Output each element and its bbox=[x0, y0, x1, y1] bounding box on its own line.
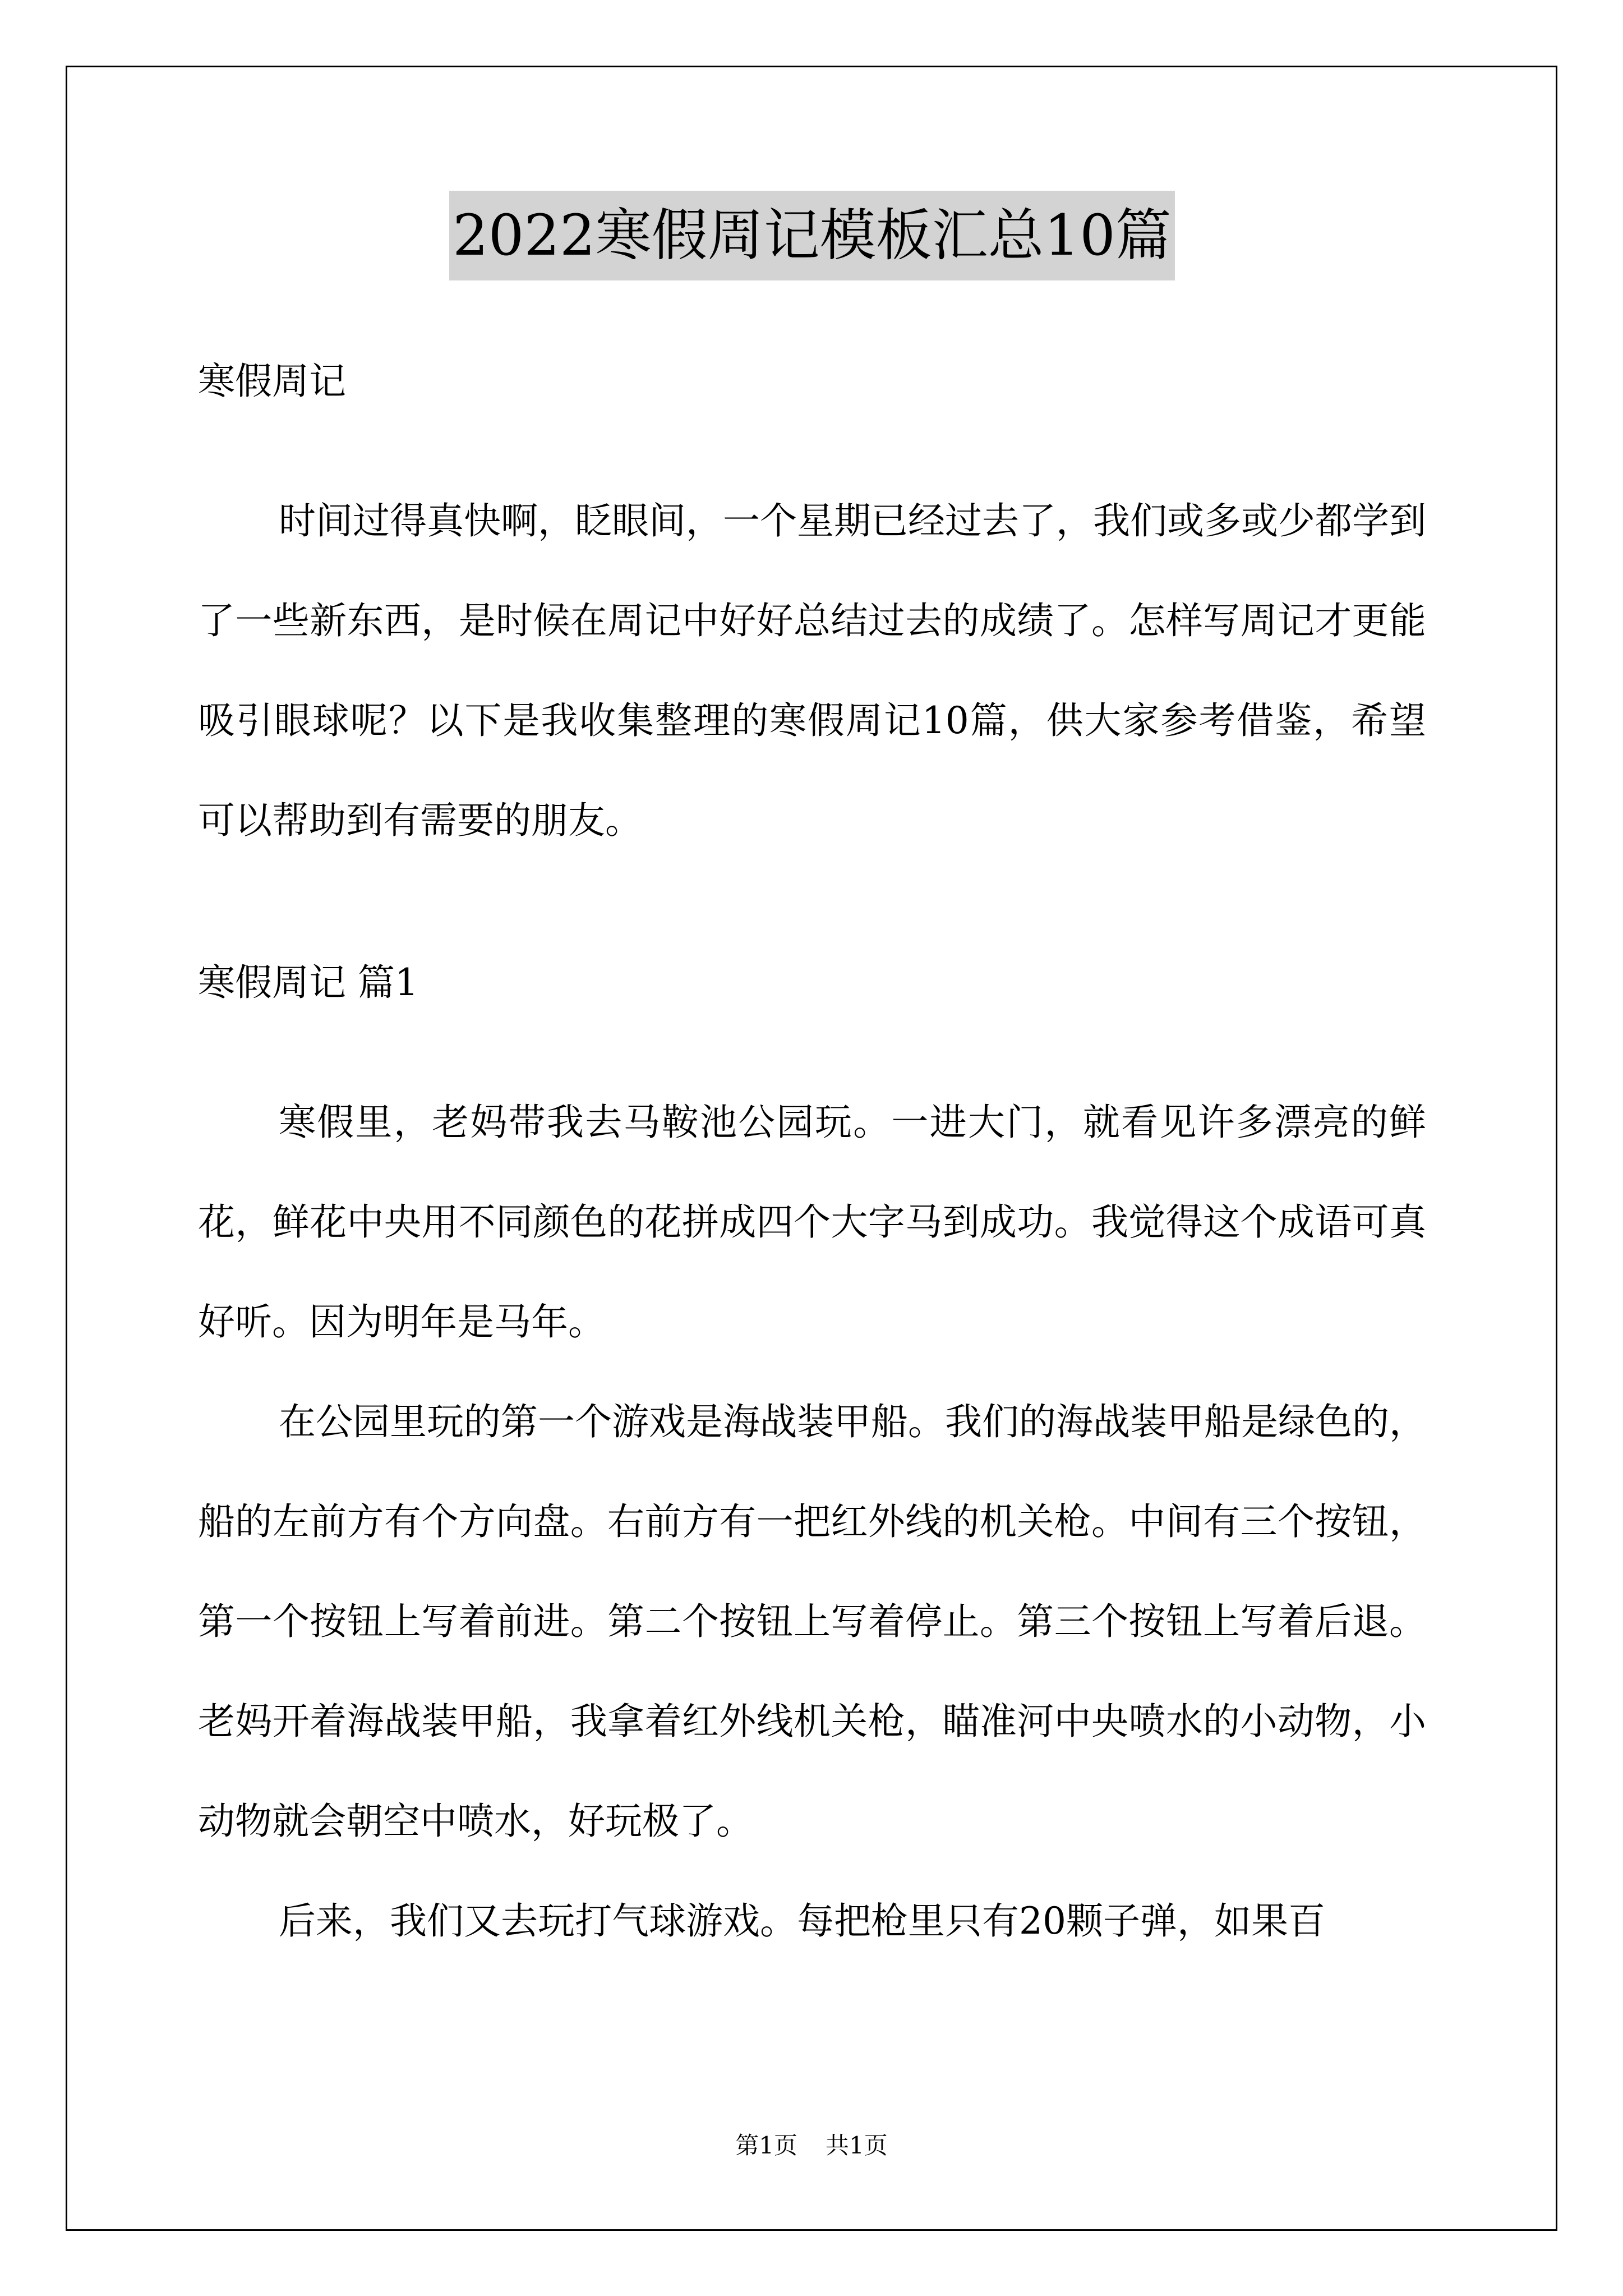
page-total: 共1页 bbox=[826, 2132, 888, 2159]
intro-paragraph: 时间过得真快啊，眨眼间，一个星期已经过去了，我们或多或少都学到了一些新东西，是时候在周记中好好总结过去的成绩了。怎样写周记才更能吸引眼球呢？以下是我收集整理的寒假周记10篇，供大家参考借鉴，希望可以帮助到有需要的朋友。 bbox=[198, 499, 1426, 842]
document-body bbox=[198, 191, 1426, 1971]
document-title: 2022寒假周记模板汇总10篇 bbox=[449, 191, 1175, 280]
body-paragraph: 后来，我们又去玩打气球游戏。每把枪里只有20颗子弹，如果百 bbox=[279, 1899, 1325, 1943]
section-heading: 寒假周记 篇1 bbox=[198, 961, 418, 1004]
page-footer bbox=[0, 2129, 1623, 2162]
intro-heading: 寒假周记 bbox=[198, 360, 346, 403]
body-paragraph: 寒假里，老妈带我去马鞍池公园玩。一进大门，就看见许多漂亮的鲜花，鲜花中央用不同颜色的花拼成四个大字马到成功。我觉得这个成语可真好听。因为明年是马年。 bbox=[198, 1101, 1426, 1343]
body-paragraph: 在公园里玩的第一个游戏是海战装甲船。我们的海战装甲船是绿色的，船的左前方有个方向盘。右前方有一把红外线的机关枪。中间有三个按钮，第一个按钮上写着前进。第二个按钮上写着停止。第三个按钮上写着后退。老妈开着海战装甲船，我拿着红外线机关枪，瞄准河中央喷水的小动物，小动物就会朝空中喷水，好玩极了。 bbox=[198, 1400, 1426, 1843]
page-number: 第1页 bbox=[735, 2132, 797, 2159]
title-wrapper bbox=[198, 191, 1426, 280]
